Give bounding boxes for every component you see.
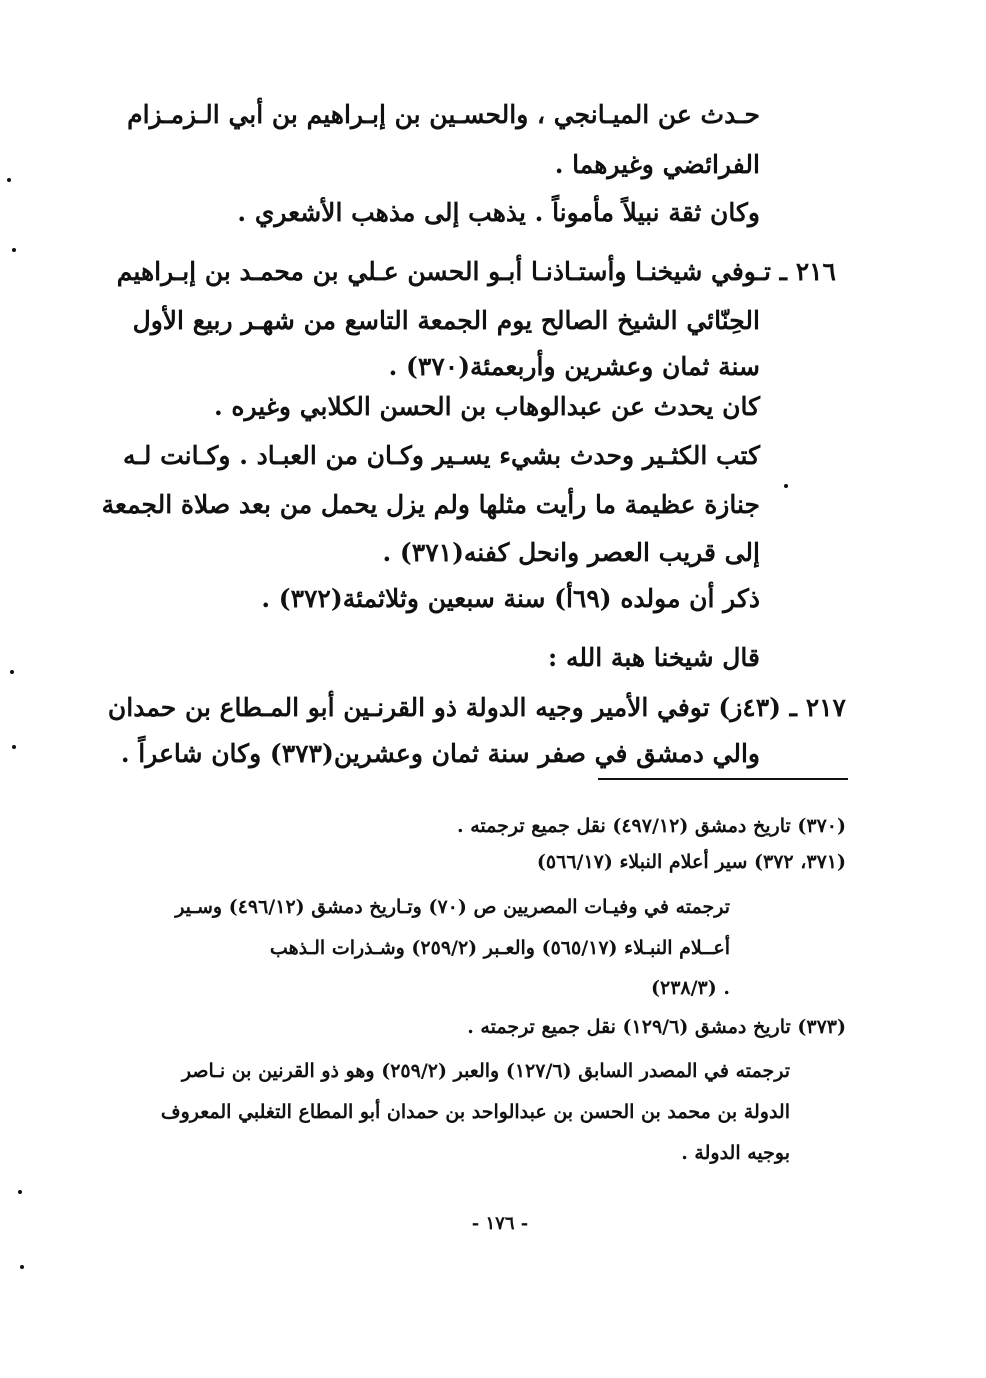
main-line: إلى قريب العصر وانحل كفنه(٣٧١) . [382,538,760,567]
footnote-line: (٢٣٨/٣) . [651,977,730,999]
footnote-separator [598,778,848,780]
entry-217-line: ٢١٧ ـ (٤٣ز) توفي الأمير وجيه الدولة ذو القرنـين أبو المـطاع بن حمدان [107,693,846,722]
scan-speck [12,745,16,749]
footnote-line: (٣٧١، ٣٧٢) سير أعلام النبلاء (٥٦٦/١٧) [536,851,846,873]
footnote-line: بوجيه الدولة . [681,1142,790,1164]
scan-speck [20,1265,24,1269]
scan-speck [7,178,11,182]
main-line: سنة ثمان وعشرين وأربعمئة(٣٧٠) . [388,352,760,381]
main-line: حـدث عن الميـانجي ، والحسـين بن إبـراهيم بن أبي الـزمـزام [127,100,760,129]
footnote-line: الدولة بن محمد بن الحسن بن عبدالواحد بن حمدان أبو المطاع التغلبي المعروف [160,1101,790,1123]
scan-speck [784,484,788,488]
main-line: كان يحدث عن عبدالوهاب بن الحسن الكلابي وغيره . [214,392,760,421]
entry-216-line: ٢١٦ ـ تـوفي شيخنـا وأستـاذنـا أبـو الحسن عـلي بن محمـد بن إبـراهيم [116,257,836,286]
main-line: جنازة عظيمة ما رأيت مثلها ولم يزل يحمل من بعد صلاة الجمعة [101,490,760,519]
footnote-line: (٣٧٠) تاريخ دمشق (٤٩٧/١٢) نقل جميع ترجمته . [456,815,846,837]
footnote-line: ترجمته في المصدر السابق (١٢٧/٦) والعبر (٢٥٩/٢) وهو ذو القرنين بن نـاصر [181,1060,790,1082]
page-number: - ١٧٦ - [471,1213,529,1234]
footnote-line: ترجمته في وفيـات المصريين ص (٧٠) وتـاريخ دمشق (٤٩٦/١٢) وسـير [175,896,730,918]
scan-speck [18,1190,22,1194]
section-heading: قال شيخنا هبة الله : [548,643,760,672]
main-line: وكان ثقة نبيلاً مأموناً . يذهب إلى مذهب الأشعري . [237,198,760,227]
footnote-line: أعــلام النبـلاء (٥٦٥/١٧) والعـبر (٢٥٩/٢) وشـذرات الـذهب [269,937,730,959]
main-line: ذكر أن مولده (٦٩أ) سنة سبعين وثلاثمئة(٣٧٢) . [261,584,760,613]
main-line: والي دمشق في صفر سنة ثمان وعشرين(٣٧٣) وكان شاعراً . [120,739,760,768]
main-line: الفرائضي وغيرهما . [554,150,760,179]
main-line: الحِنّائي الشيخ الصالح يوم الجمعة التاسع من شهـر ربيع الأول [132,306,760,335]
footnote-line: (٣٧٣) تاريخ دمشق (١٢٩/٦) نقل جميع ترجمته . [467,1016,846,1038]
scan-speck [10,670,14,674]
main-line: كتب الكثـير وحدث بشيء يسـير وكـان من العبـاد . وكـانت لـه [123,441,760,470]
scan-speck [12,248,16,252]
